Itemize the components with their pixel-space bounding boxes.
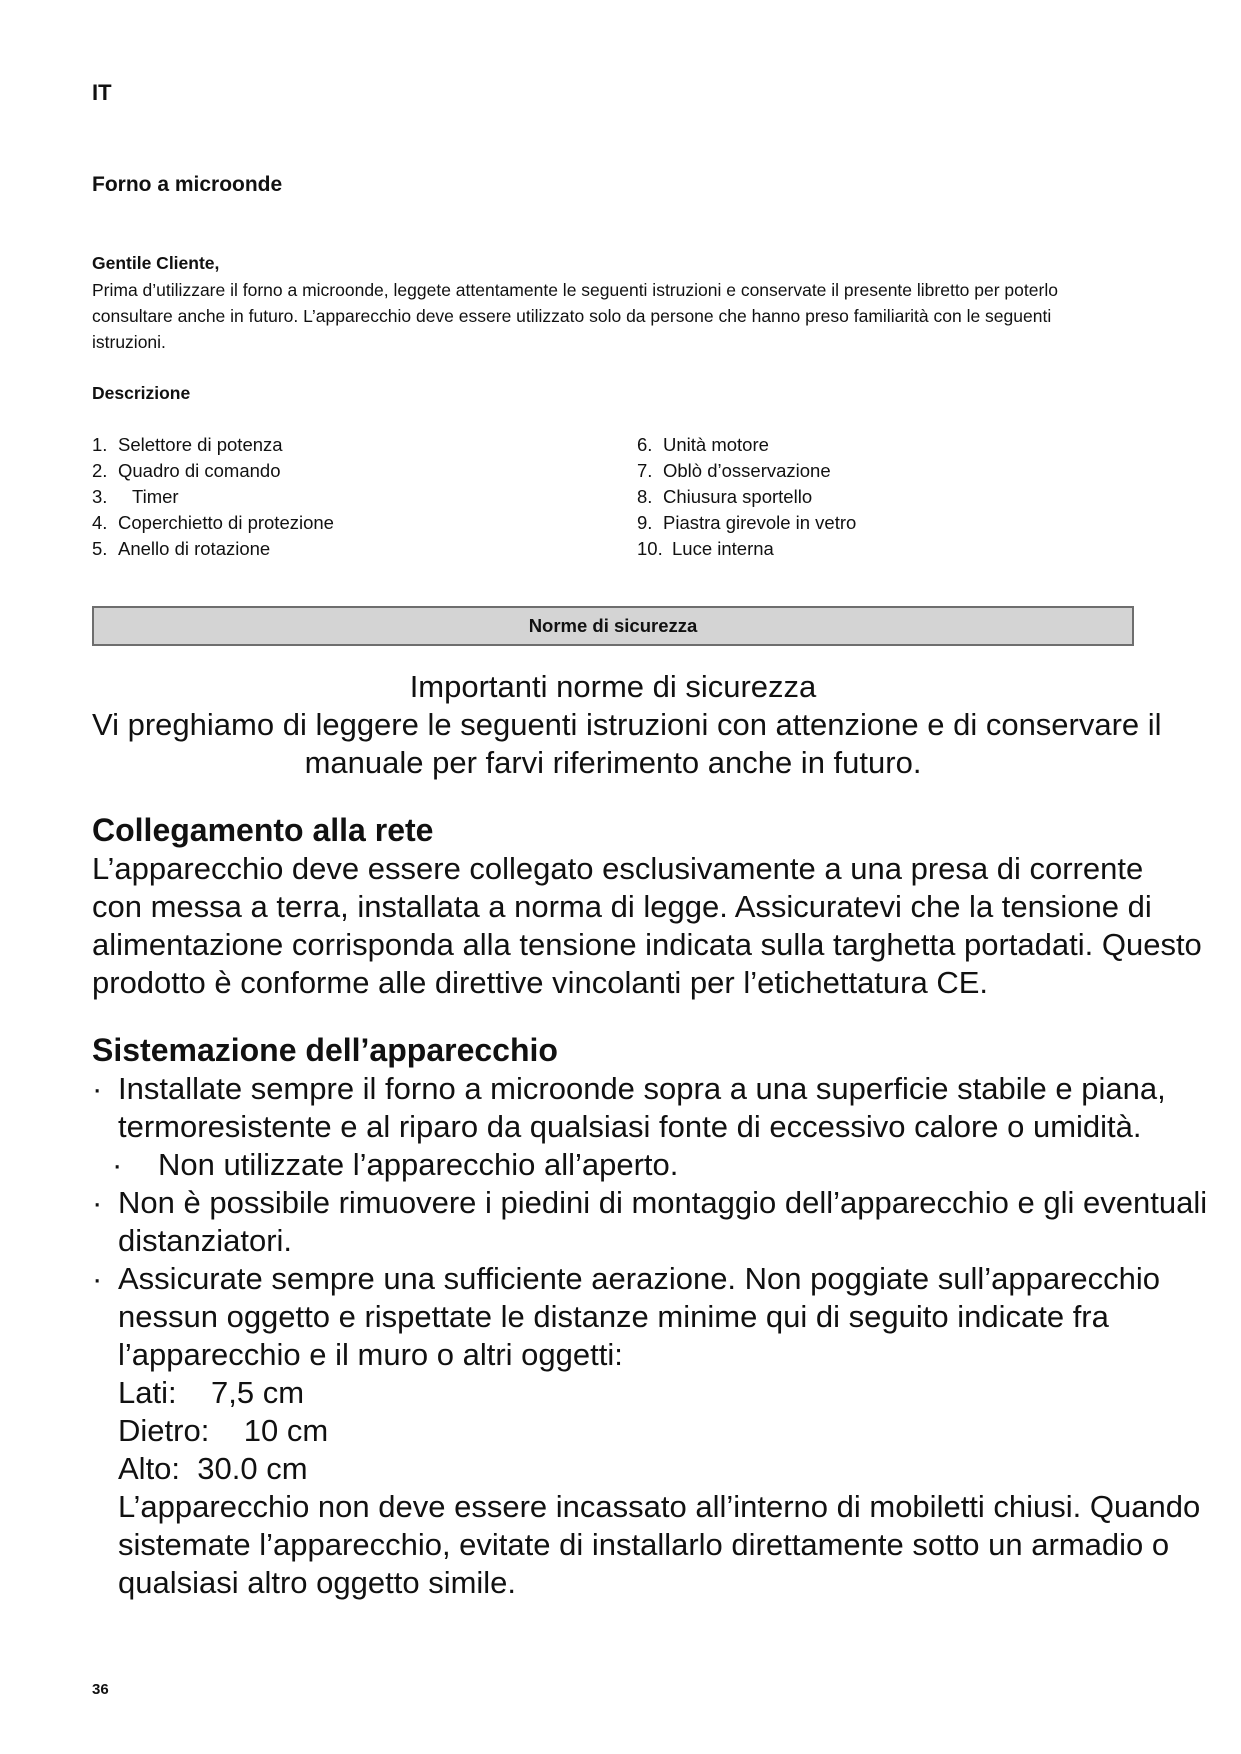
list-item: [637, 458, 1157, 484]
item-number: 8.: [637, 486, 653, 507]
page-title: Forno a microonde: [92, 173, 283, 196]
item-number: 7.: [637, 460, 653, 481]
connection-section: [92, 810, 1202, 1002]
intro-paragraph: [92, 277, 1152, 355]
bullet-text: termoresistente e al riparo da qualsiasi fonte di eccessivo calore o umidità.: [118, 1109, 1142, 1144]
item-number: 3.: [92, 486, 108, 507]
bullet-icon: ·: [92, 1185, 103, 1220]
item-number: 1.: [92, 434, 108, 455]
list-item: [92, 536, 612, 562]
bullet-item: [92, 1070, 1172, 1108]
item-number: 2.: [92, 460, 108, 481]
item-text: Oblò d’osservazione: [663, 460, 831, 481]
paragraph-line: prodotto è conforme alle direttive vincolanti per l’etichettatura CE.: [92, 965, 989, 1000]
closing-line: sistemate l’apparecchio, evitate di installarlo direttamente sotto un armadio o: [118, 1527, 1170, 1562]
safety-intro-line: Importanti norme di sicurezza: [409, 669, 817, 704]
list-item: [637, 432, 1157, 458]
item-text: Chiusura sportello: [663, 486, 813, 507]
list-item: [92, 510, 612, 536]
list-item: [92, 432, 612, 458]
placement-section: [92, 1030, 1208, 1602]
item-text: Selettore di potenza: [118, 434, 283, 455]
safety-intro: [92, 668, 1162, 782]
item-number: 6.: [637, 434, 653, 455]
list-item: [637, 484, 1157, 510]
bullet-text: Installate sempre il forno a microonde sopra a una superficie stabile e piana,: [118, 1071, 1166, 1106]
greeting: Gentile Cliente,: [92, 253, 220, 273]
closing-line: qualsiasi altro oggetto simile.: [118, 1565, 517, 1600]
safety-intro-line: Vi preghiamo di leggere le seguenti istruzioni con attenzione e di conservare il: [92, 707, 1162, 742]
bullet-item: [92, 1146, 1172, 1184]
paragraph-line: con messa a terra, installata a norma di legge. Assicuratevi che la tensione di: [92, 889, 1152, 924]
list-item: [637, 536, 1157, 562]
item-number: 4.: [92, 512, 108, 533]
description-list-right: [637, 432, 1157, 562]
item-text: Timer: [132, 486, 179, 507]
description-list-left: [92, 432, 612, 562]
safety-intro-line: manuale per farvi riferimento anche in futuro.: [304, 745, 922, 780]
bullet-text: l’apparecchio e il muro o altri oggetti:: [118, 1337, 623, 1372]
bullet-text: Assicurate sempre una sufficiente aerazione. Non poggiate sull’apparecchio: [118, 1261, 1160, 1296]
page-number: 36: [92, 1681, 109, 1698]
bullet-icon: ·: [112, 1147, 123, 1182]
item-text: Unità motore: [663, 434, 769, 455]
list-item: [92, 458, 612, 484]
language-code: IT: [92, 80, 112, 105]
bullet-text: nessun oggetto e rispettate le distanze minime qui di seguito indicate fra: [118, 1299, 1109, 1334]
item-text: Quadro di comando: [118, 460, 281, 481]
distance-back: Dietro: 10 cm: [118, 1413, 329, 1448]
list-item: [637, 510, 1157, 536]
distance-top: Alto: 30.0 cm: [118, 1451, 308, 1486]
bullet-icon: ·: [92, 1261, 103, 1296]
intro-line: consultare anche in futuro. L’apparecchio deve essere utilizzato solo da persone che hanno preso familiarità con le seguenti: [92, 306, 1052, 326]
item-text: Coperchietto di protezione: [118, 512, 334, 533]
bullet-item: [92, 1260, 1172, 1298]
distance-sides: Lati: 7,5 cm: [118, 1375, 305, 1410]
intro-line: Prima d’utilizzare il forno a microonde, leggete attentamente le seguenti istruzioni e conservate il presente libretto per poterlo: [92, 280, 1058, 300]
bullet-icon: ·: [92, 1071, 103, 1106]
bullet-text: distanziatori.: [118, 1223, 293, 1258]
safety-banner: Norme di sicurezza: [92, 606, 1134, 646]
paragraph-line: L’apparecchio deve essere collegato esclusivamente a una presa di corrente: [92, 851, 1144, 886]
bullet-text: Non è possibile rimuovere i piedini di montaggio dell’apparecchio e gli eventuali: [118, 1185, 1208, 1220]
item-number: 5.: [92, 538, 108, 559]
intro-line: istruzioni.: [92, 332, 166, 352]
bullet-item: [92, 1184, 1208, 1222]
connection-paragraph: [92, 850, 1202, 1002]
description-heading: Descrizione: [92, 383, 191, 403]
bullet-text: Non utilizzate l’apparecchio all’aperto.: [158, 1147, 679, 1182]
list-item: [92, 484, 612, 510]
paragraph-line: alimentazione corrisponda alla tensione indicata sulla targhetta portadati. Questo: [92, 927, 1202, 962]
section-heading: Sistemazione dell’apparecchio: [92, 1032, 558, 1068]
item-text: Piastra girevole in vetro: [663, 512, 857, 533]
closing-line: L’apparecchio non deve essere incassato all’interno di mobiletti chiusi. Quando: [118, 1489, 1201, 1524]
item-text: Anello di rotazione: [118, 538, 271, 559]
item-text: Luce interna: [672, 538, 774, 559]
item-number: 9.: [637, 512, 653, 533]
section-heading: Collegamento alla rete: [92, 812, 434, 848]
item-number: 10.: [637, 538, 663, 559]
